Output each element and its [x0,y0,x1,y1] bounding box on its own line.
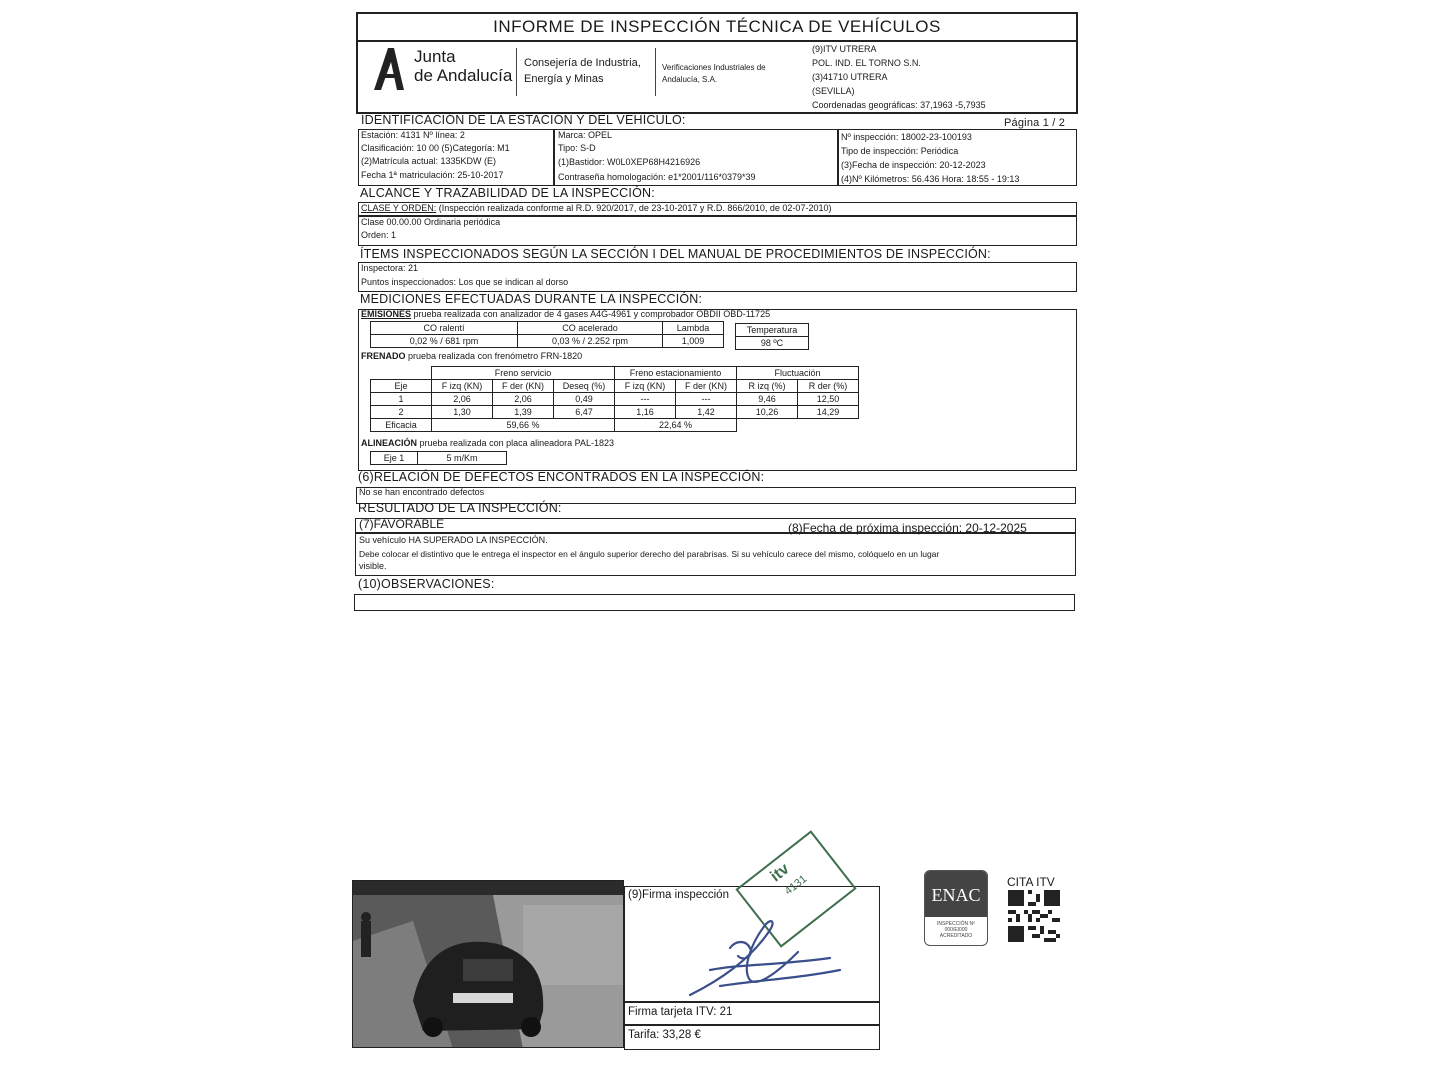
emis-header-co-acelerado: CO acelerado [518,322,663,335]
emisiones-label: EMISIONES [361,309,412,319]
frenado-table [370,366,859,432]
alcance-line3: Orden: 1 [361,230,397,240]
eficacia-servicio: 59,66 % [432,419,615,432]
group-freno-estacionamiento: Freno estacionamiento [615,367,737,380]
alineacion-label: ALINEACIÓN [361,438,417,448]
frenado-label: FRENADO [361,351,406,361]
row2-servicio-f-izq: 1,30 [432,406,493,419]
row1-estac-f-izq: --- [615,393,676,406]
resultado-line2: Debe colocar el distintivo que le entrega el inspector en el ángulo superior derecho del parabrisas. Si su vehículo carece del mismo, colóquelo en un lugar [359,549,940,559]
row1-servicio-deseq: 0,49 [554,393,615,406]
itv-stamp-text: itv [767,860,793,886]
row1-servicio-f-izq: 2,06 [432,393,493,406]
defectos-text: No se han encontrado defectos [359,487,485,497]
consejeria-line2: Energía y Minas [524,73,604,85]
enac-sub: INSPECCIÓN Nº 000/EI000 ACREDITADO [937,921,975,939]
emis-value-lambda: 1,009 [663,335,724,348]
col-servicio-f-der: F der (KN) [493,380,554,393]
verificaciones-line1: Verificaciones Industriales de [662,63,766,72]
cita-itv-label: CITA ITV [1007,875,1055,889]
id-col-divider-1 [553,129,555,186]
observaciones-heading: (10)OBSERVACIONES: [358,577,495,591]
vehicle-photo-image [353,881,624,1048]
verificaciones-line2: Andalucía, S.A. [662,75,718,84]
row1-eje: 1 [371,393,432,406]
id-col2-line2: Tipo: S-D [558,143,596,153]
id-col2-line3: (1)Bastidor: W0L0XEP68H4216926 [558,157,701,167]
table-row [371,406,859,419]
title-divider [356,40,1078,42]
row1-fluct-r-der: 12,50 [798,393,859,406]
station-line-2: POL. IND. EL TORNO S.N. [812,58,921,68]
defectos-heading: (6)RELACIÓN DE DEFECTOS ENCONTRADOS EN LA INSPECCIÓN: [358,470,765,484]
row2-servicio-deseq: 6,47 [554,406,615,419]
emis-header-lambda: Lambda [663,322,724,335]
id-col1-line3: (2)Matrícula actual: 1335KDW (E) [361,156,497,166]
eficacia-estacionamiento: 22,64 % [615,419,737,432]
firma-divider-2 [624,1024,880,1026]
identificacion-heading: IDENTIFICACIÓN DE LA ESTACIÓN Y DEL VEHÍCULO: [361,113,686,127]
row2-servicio-f-der: 1,39 [493,406,554,419]
alcance-line2: Clase 00.00.00 Ordinaria periódica [361,217,501,227]
consejeria-line1: Consejería de Industria, [524,57,641,69]
emis-header-co-ralenti: CO ralentí [371,322,518,335]
id-col1-line4: Fecha 1ª matriculación: 25-10-2017 [361,170,504,180]
emisiones-table [370,321,724,348]
emis-value-temperatura: 98 ºC [736,337,809,350]
col-estac-f-izq: F izq (KN) [615,380,676,393]
qr-code-icon[interactable] [1008,890,1060,942]
observaciones-box [354,594,1075,611]
enac-label: ENAC [931,885,981,905]
frenado-group-blank [371,367,432,380]
alineacion-table [370,451,507,465]
signature [680,900,850,1000]
emis-value-co-acelerado: 0,03 % / 2.252 rpm [518,335,663,348]
id-col3-line2: Tipo de inspección: Periódica [841,146,959,156]
alineacion-eje: Eje 1 [371,452,418,465]
id-col2-line4: Contraseña homologación: e1*2001/116*0379*39 [558,172,756,182]
emis-header-temperatura: Temperatura [736,324,809,337]
emisiones-line [361,309,770,320]
frenado-line [361,351,582,362]
row1-fluct-r-izq: 9,46 [737,393,798,406]
clase-orden-label: CLASE Y ORDEN: [361,203,437,213]
enac-logo [924,870,988,946]
id-col3-line4: (4)Nº Kilómetros: 56.436 Hora: 18:55 - 19:13 [841,174,1020,184]
row2-estac-f-der: 1,42 [676,406,737,419]
eficacia-blank [737,419,859,432]
row2-fluct-r-izq: 10,26 [737,406,798,419]
junta-logo-icon [370,44,412,92]
row2-eje: 2 [371,406,432,419]
id-col1-line2: Clasificación: 10 00 (5)Categoría: M1 [361,143,510,153]
id-col3-line3: (3)Fecha de inspección: 20-12-2023 [841,160,986,170]
resultado-line3: visible. [359,561,387,571]
row2-estac-f-izq: 1,16 [615,406,676,419]
logo-text-line2: de Andalucía [414,66,513,85]
col-servicio-deseq: Deseq (%) [554,380,615,393]
alineacion-text: prueba realizada con placa alineadora PAL-1823 [419,438,614,448]
tarifa: Tarifa: 33,28 € [628,1029,701,1041]
alcance-heading: ALCANCE Y TRAZABILIDAD DE LA INSPECCIÓN: [360,186,655,200]
station-line-5: Coordenadas geográficas: 37,1963 -5,7935 [812,100,986,110]
logo-separator-2 [655,48,656,96]
row1-servicio-f-der: 2,06 [493,393,554,406]
group-freno-servicio: Freno servicio [432,367,615,380]
resultado-line1: Su vehículo HA SUPERADO LA INSPECCIÓN. [359,535,548,545]
col-fluct-r-izq: R izq (%) [737,380,798,393]
id-col-divider-2 [837,129,839,186]
id-col2-line1: Marca: OPEL [558,130,613,140]
col-fluct-r-der: R der (%) [798,380,859,393]
frenado-text: prueba realizada con frenómetro FRN-1820 [408,351,583,361]
col-eje: Eje [371,380,432,393]
alcance-line1 [361,203,831,214]
vehicle-photo [352,880,624,1048]
id-col3-line1: Nº inspección: 18002-23-100193 [841,132,972,142]
alineacion-value: 5 m/Km [418,452,507,465]
logo-separator [516,48,517,96]
proxima-inspeccion: (8)Fecha de próxima inspección: 20-12-2025 [788,521,1027,535]
resultado-heading: RESULTADO DE LA INSPECCIÓN: [358,501,562,515]
favorable-result: (7)FAVORABLE [359,517,445,531]
group-fluctuacion: Fluctuación [737,367,859,380]
emisiones-temp-table [735,323,809,350]
mediciones-heading: MEDICIONES EFECTUADAS DURANTE LA INSPECCIÓN: [360,292,703,306]
table-row [371,393,859,406]
col-estac-f-der: F der (KN) [676,380,737,393]
row2-fluct-r-der: 14,29 [798,406,859,419]
items-line1: Inspectora: 21 [361,263,419,273]
id-col1-line1: Estación: 4131 Nº línea: 2 [361,130,465,140]
report-title: INFORME DE INSPECCIÓN TÉCNICA DE VEHÍCULOS [493,17,941,36]
firma-divider-1 [624,1001,880,1003]
clase-orden-text: (Inspección realizada conforme al R.D. 920/2017, de 23-10-2017 y R.D. 866/2010, de 02-07-2010) [438,203,832,213]
emisiones-text: prueba realizada con analizador de 4 gases A4G-4961 y comprobador OBDII OBD-11725 [413,309,771,319]
firma-label: (9)Firma inspección [628,889,729,901]
station-line-4: (SEVILLA) [812,86,855,96]
alineacion-line [361,438,614,449]
row1-estac-f-der: --- [676,393,737,406]
station-line-1: (9)ITV UTRERA [812,44,877,54]
logo-text-line1: Junta [414,47,456,66]
emis-value-co-ralenti: 0,02 % / 681 rpm [371,335,518,348]
page-number: Página 1 / 2 [1004,117,1066,129]
col-servicio-f-izq: F izq (KN) [432,380,493,393]
firma-tarjeta: Firma tarjeta ITV: 21 [628,1006,733,1018]
station-line-3: (3)41710 UTRERA [812,72,888,82]
eficacia-label: Eficacia [371,419,432,432]
items-line2: Puntos inspeccionados: Los que se indican al dorso [361,277,569,287]
itv-stamp-number: 4131 [782,872,810,898]
items-heading: ÍTEMS INSPECCIONADOS SEGÚN LA SECCIÓN I DEL MANUAL DE PROCEDIMIENTOS DE INSPECCIÓN: [360,247,991,261]
